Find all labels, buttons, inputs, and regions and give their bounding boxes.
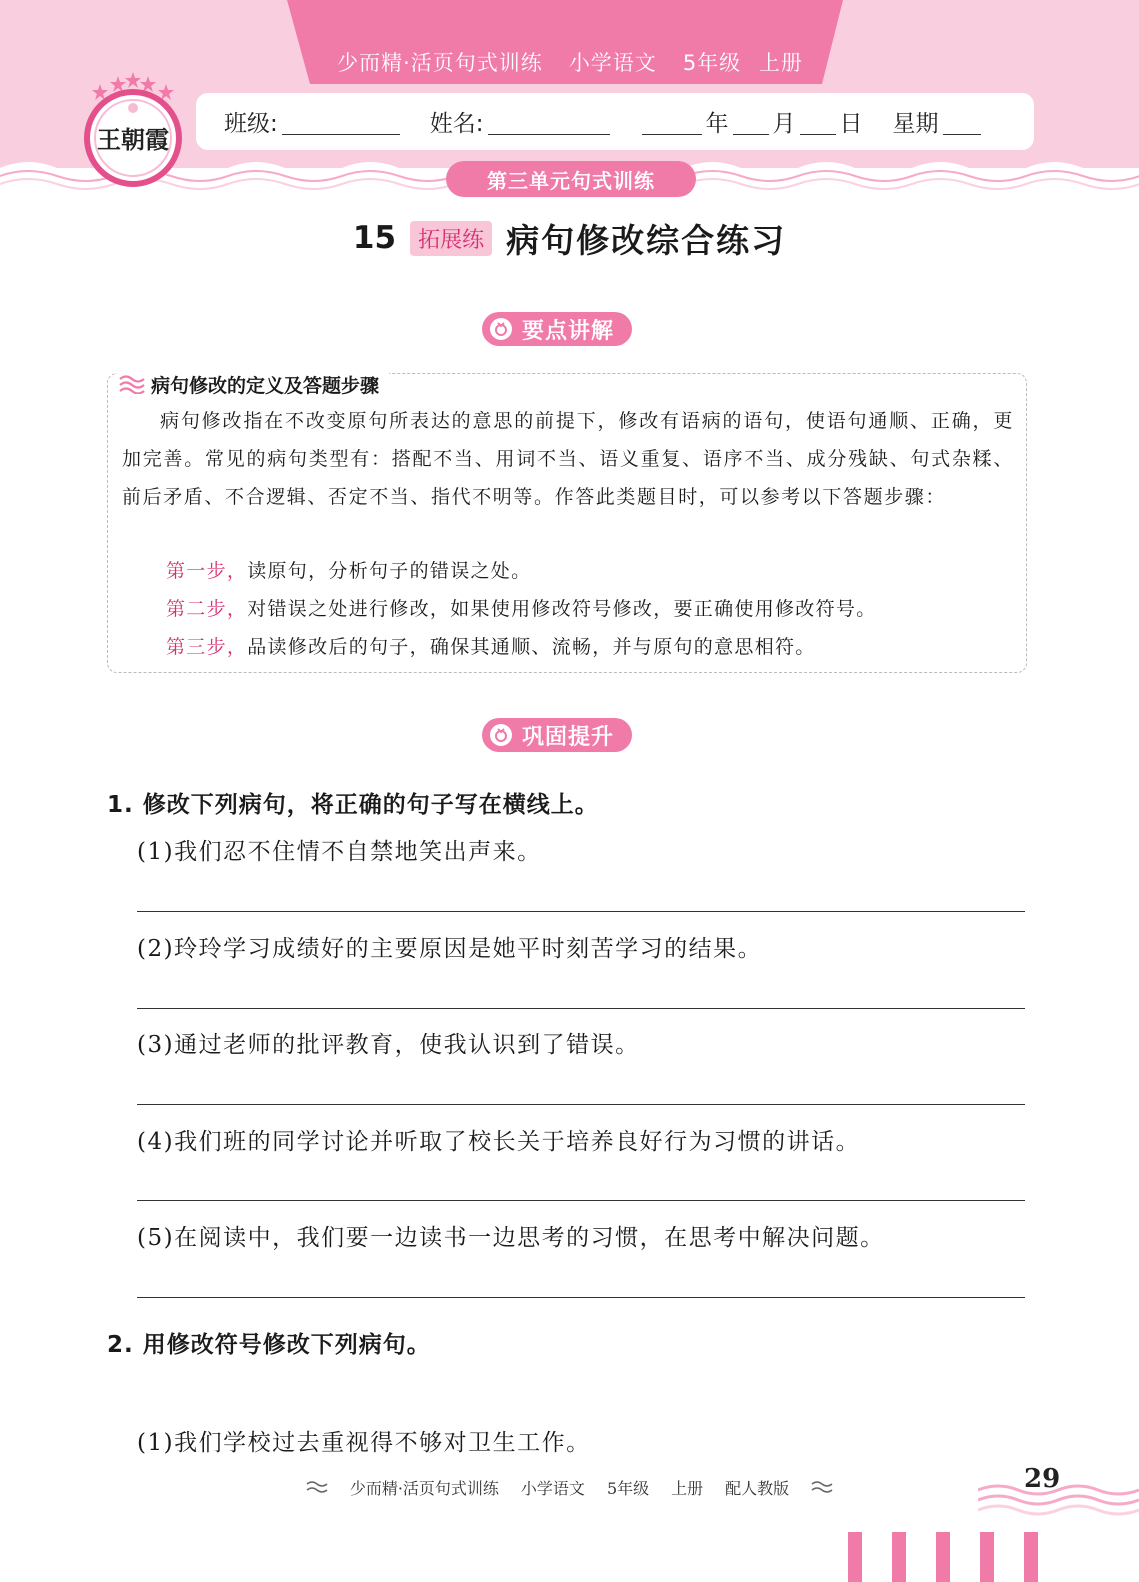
answer-line-2[interactable]	[137, 1008, 1025, 1009]
question-1-item-5: (5)在阅读中，我们要一边读书一边思考的习惯，在思考中解决问题。	[137, 1225, 885, 1251]
step-2	[166, 594, 877, 621]
section-practice-label: 巩固提升	[522, 724, 615, 750]
step-2-label: 第二步，	[166, 598, 248, 620]
step-2-text: 对错误之处进行修改，如果使用修改符号修改，要正确使用修改符号。	[247, 598, 877, 620]
month-label: 月	[772, 111, 796, 137]
series-name: 少而精·活页句式训练	[337, 51, 543, 75]
explanation-paragraph: 病句修改指在不改变原句所表达的意思的前提下，修改有语病的语句，使语句通顺、正确，更加完善。常见的病句类型有：搭配不当、用词不当、语义重复、语序不当、成分残缺、句式杂糅、前后矛盾、不合逻辑、否定不当、指代不明等。作答此类题目时，可以参考以下答题步骤：	[122, 410, 1014, 508]
step-1-text: 读原句，分析句子的错误之处。	[247, 560, 532, 582]
page-number: 29	[1024, 1464, 1061, 1494]
bottom-tab-bars	[846, 1532, 1046, 1582]
medal-icon	[490, 318, 512, 340]
step-1	[166, 556, 531, 583]
question-2-item-1: (1)我们学校过去重视得不够对卫生工作。	[137, 1430, 591, 1456]
question-1-item-3: (3)通过老师的批评教育，使我认识到了错误。	[137, 1032, 640, 1058]
section-key-points-label: 要点讲解	[522, 318, 615, 344]
series-tab	[300, 40, 840, 84]
footer-series: 少而精·活页句式训练	[349, 1478, 499, 1498]
lesson-number: 15	[352, 220, 397, 256]
step-3-label: 第三步，	[166, 636, 248, 658]
name-label: 姓名:	[429, 111, 484, 137]
weekday-field[interactable]	[943, 108, 981, 135]
explanation-body	[122, 402, 1014, 516]
publisher-logo	[78, 68, 188, 188]
section-practice	[482, 718, 632, 752]
wave-icon	[119, 374, 145, 394]
explanation-heading-text: 病句修改的定义及答题步骤	[151, 374, 380, 397]
footer-subject: 小学语文	[520, 1478, 585, 1498]
series-grade: 5年级	[682, 51, 742, 75]
question-1-prompt: 1. 修改下列病句，将正确的句子写在横线上。	[107, 792, 599, 818]
step-3-text: 品读修改后的句子，确保其通顺、流畅，并与原句的意思相符。	[247, 636, 816, 658]
footer	[0, 1472, 1139, 1502]
wave-icon	[306, 1480, 328, 1494]
answer-line-5[interactable]	[137, 1297, 1025, 1298]
lesson-name: 病句修改综合练习	[506, 220, 787, 260]
logo-text: 王朝霞	[97, 125, 169, 154]
series-volume: 上册	[758, 51, 803, 75]
unit-label: 第三单元句式训练	[446, 161, 696, 197]
step-1-label: 第一步，	[166, 560, 248, 582]
month-field[interactable]	[733, 108, 769, 135]
footer-edition: 配人教版	[725, 1478, 790, 1498]
explanation-heading	[117, 368, 389, 400]
question-1-item-4: (4)我们班的同学讨论并听取了校长关于培养良好行为习惯的讲话。	[137, 1129, 861, 1155]
question-2-prompt: 2. 用修改符号修改下列病句。	[107, 1332, 431, 1358]
name-field[interactable]	[488, 108, 610, 135]
year-label: 年	[705, 111, 729, 137]
answer-line-1[interactable]	[137, 911, 1025, 912]
footer-grade: 5年级	[606, 1478, 650, 1498]
lesson-tag: 拓展练	[410, 221, 492, 256]
year-field[interactable]	[642, 108, 702, 135]
day-field[interactable]	[800, 108, 836, 135]
student-info-bar	[196, 93, 1034, 150]
medal-icon	[490, 724, 512, 746]
answer-line-4[interactable]	[137, 1200, 1025, 1201]
section-key-points	[482, 312, 632, 346]
class-field[interactable]	[282, 108, 400, 135]
answer-line-3[interactable]	[137, 1104, 1025, 1105]
footer-volume: 上册	[671, 1478, 704, 1498]
step-3	[166, 632, 816, 659]
class-label: 班级:	[224, 111, 278, 137]
lesson-title	[0, 212, 1139, 264]
question-1-item-1: (1)我们忍不住情不自禁地笑出声来。	[137, 839, 542, 865]
series-subject: 小学语文	[568, 51, 657, 75]
weekday-label: 星期	[892, 111, 939, 137]
question-1-item-2: (2)玲玲学习成绩好的主要原因是她平时刻苦学习的结果。	[137, 936, 763, 962]
day-label: 日	[839, 111, 863, 137]
wave-icon	[811, 1480, 833, 1494]
